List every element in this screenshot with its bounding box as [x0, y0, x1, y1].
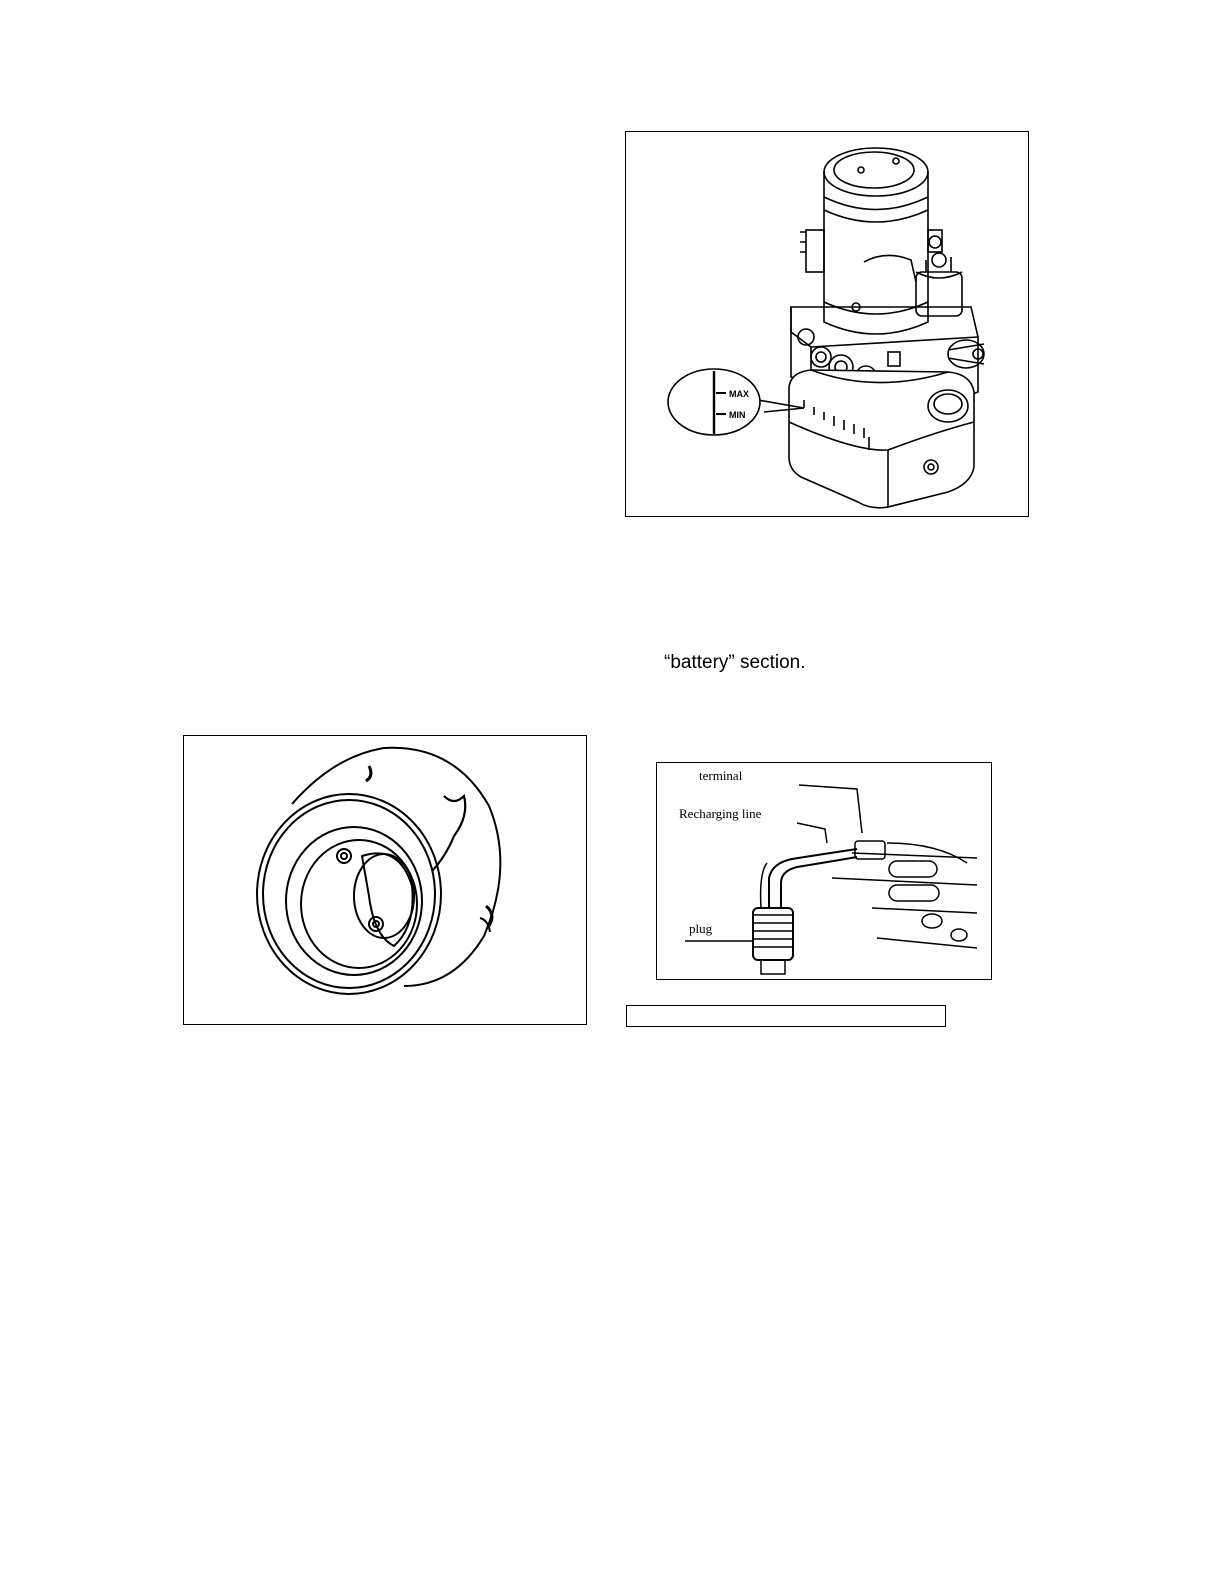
battery-section-text: “battery” section.	[664, 652, 806, 673]
damaged-wheel-icon	[184, 736, 585, 1023]
hydraulic-power-unit-icon	[626, 132, 1027, 515]
charging-plug-icon	[657, 763, 990, 978]
terminal-label: terminal	[699, 768, 743, 783]
pump-unit-figure	[625, 131, 1029, 517]
charging-figure	[656, 762, 992, 980]
plug-label: plug	[689, 921, 713, 936]
recharging-line-label: Recharging line	[679, 806, 762, 821]
wheel-figure	[183, 735, 587, 1025]
caption-box	[626, 1005, 946, 1027]
gauge-min-label: MIN	[729, 410, 746, 420]
gauge-max-label: MAX	[729, 389, 749, 399]
